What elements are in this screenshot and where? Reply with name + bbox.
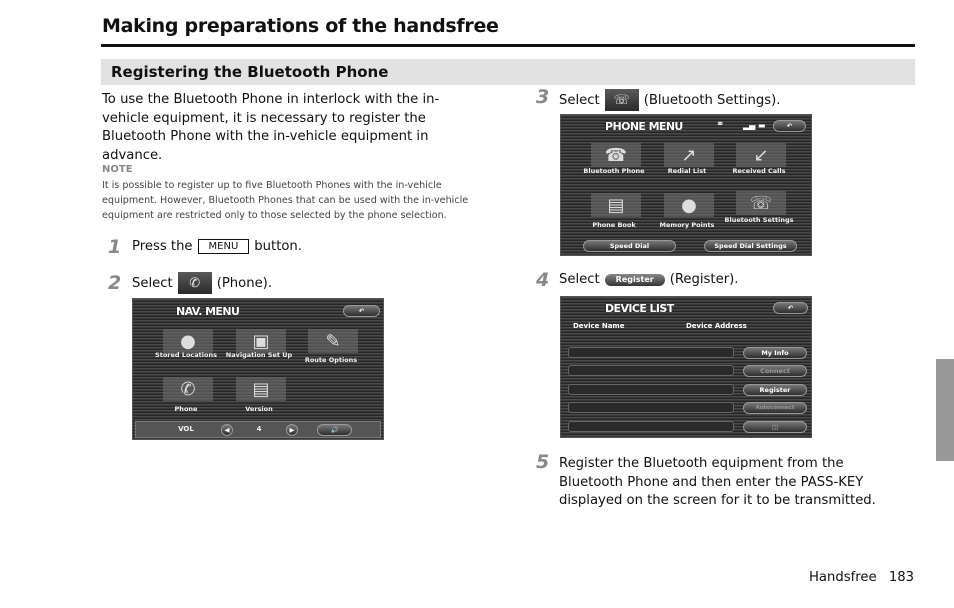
back-button[interactable]: ↶ <box>773 302 808 314</box>
back-button[interactable]: ↶ <box>343 305 380 317</box>
received-calls-icon: ↙ <box>736 143 786 167</box>
vol-down-button[interactable]: ◀ <box>221 424 233 436</box>
menu-item-navigation-setup[interactable]: Navigation Set Up <box>225 351 293 359</box>
step-text: Select <box>132 275 173 291</box>
bluetooth-settings-icon: ☏ <box>605 89 639 111</box>
menu-item-phone[interactable]: Phone <box>174 405 198 413</box>
title-rule <box>101 44 915 47</box>
autoconnect-button[interactable]: Autoconnect <box>743 402 807 414</box>
step-text: Select <box>559 272 600 287</box>
trash-icon: ◫ <box>771 423 779 431</box>
bluetooth-phone-icon: ☎ <box>591 143 641 167</box>
pin-icon: ● <box>163 329 213 353</box>
device-slot-1[interactable] <box>568 347 734 358</box>
step-2 <box>132 272 272 294</box>
navigation-icon: ▣ <box>236 329 286 353</box>
menu-item-stored-locations[interactable]: Stored Locations <box>155 351 217 359</box>
menu-item-bluetooth-settings[interactable]: Bluetooth Settings <box>724 216 794 224</box>
menu-item-redial-list[interactable]: Redial List <box>667 167 707 175</box>
step-number: 5 <box>536 451 550 473</box>
section-title: Registering the Bluetooth Phone <box>111 63 389 81</box>
menu-item-version[interactable]: Version <box>245 405 273 413</box>
bluetooth-status-icon: ⚭ <box>716 119 725 130</box>
step-text: Press the <box>132 239 193 254</box>
footer <box>809 570 914 585</box>
screen-title: PHONE MENU <box>605 120 683 133</box>
delete-button[interactable] <box>743 421 807 433</box>
device-name-header: Device Name <box>573 322 625 330</box>
page-title: Making preparations of the handsfree <box>102 15 499 37</box>
device-slot-3[interactable] <box>568 384 734 395</box>
speaker-button[interactable]: 🔊 <box>317 424 352 436</box>
register-button-glyph: Register <box>605 274 665 286</box>
phone-book-icon: ▤ <box>591 193 641 217</box>
connect-button[interactable]: Connect <box>743 365 807 377</box>
step-1 <box>132 239 302 254</box>
vol-up-button[interactable]: ▶ <box>286 424 298 436</box>
back-button[interactable]: ↶ <box>773 120 806 132</box>
menu-item-phone-book[interactable]: Phone Book <box>592 221 636 229</box>
speed-dial-settings-button[interactable]: Speed Dial Settings <box>704 240 797 252</box>
route-options-icon: ✎ <box>308 329 358 353</box>
chapter-tab <box>936 359 954 461</box>
step-5-text: Register the Bluetooth equipment from the Bluetooth Phone and then enter the PASS-KEY displayed on the screen for it to be transmitted. <box>559 456 876 508</box>
note-label: NOTE <box>102 164 133 175</box>
phone-icon: ✆ <box>178 272 212 294</box>
signal-battery-icon: ▂▄ ▬ <box>743 121 766 130</box>
nav-menu-screen <box>132 298 384 440</box>
memory-points-icon: ● <box>664 193 714 217</box>
screen-title: DEVICE LIST <box>605 302 674 315</box>
step-4 <box>559 272 738 287</box>
device-list-screen <box>560 296 812 438</box>
my-info-button[interactable]: My Info <box>743 347 807 359</box>
page-number: 183 <box>888 570 914 585</box>
menu-item-received-calls[interactable]: Received Calls <box>732 167 786 175</box>
menu-item-memory-points[interactable]: Memory Points <box>659 221 715 229</box>
step-number: 2 <box>108 272 122 294</box>
step-3 <box>559 89 780 111</box>
device-slot-2[interactable] <box>568 365 734 376</box>
step-number: 4 <box>536 269 550 291</box>
step-number: 1 <box>108 236 122 258</box>
vol-value: 4 <box>256 425 262 433</box>
step-number: 3 <box>536 86 550 108</box>
step-text: button. <box>254 239 302 254</box>
intro-paragraph: To use the Bluetooth Phone in interlock with the in-vehicle equipment, it is necessary to register the Bluetooth Phone with the in-vehicle equipment in advance. <box>102 92 440 163</box>
redial-icon: ↗ <box>664 143 714 167</box>
menu-button-glyph: MENU <box>198 239 250 254</box>
screen-title: NAV. MENU <box>176 305 240 318</box>
speed-dial-button[interactable]: Speed Dial <box>583 240 676 252</box>
step-text: (Phone). <box>216 275 273 291</box>
step-text: Select <box>559 92 600 108</box>
register-button[interactable]: Register <box>743 384 807 396</box>
note-text: It is possible to register up to five Bluetooth Phones with the in-vehicle equipment. However, Bluetooth Phones that can be used with the in-vehicle equipment are restricted only to those selected by the phone selection. <box>102 180 469 221</box>
step-text: (Bluetooth Settings). <box>643 92 781 108</box>
phone-icon: ✆ <box>163 377 213 401</box>
vol-label: VOL <box>178 425 194 433</box>
phone-menu-screen <box>560 114 812 256</box>
menu-item-bluetooth-phone[interactable]: Bluetooth Phone <box>583 167 645 175</box>
bluetooth-settings-icon: ☏ <box>736 191 786 215</box>
version-icon: ▤ <box>236 377 286 401</box>
device-slot-4[interactable] <box>568 402 734 413</box>
step-text: (Register). <box>669 272 739 287</box>
footer-section: Handsfree <box>809 570 877 585</box>
device-address-header: Device Address <box>686 322 747 330</box>
device-slot-5[interactable] <box>568 421 734 432</box>
menu-item-route-options[interactable]: Route Options <box>304 356 358 364</box>
